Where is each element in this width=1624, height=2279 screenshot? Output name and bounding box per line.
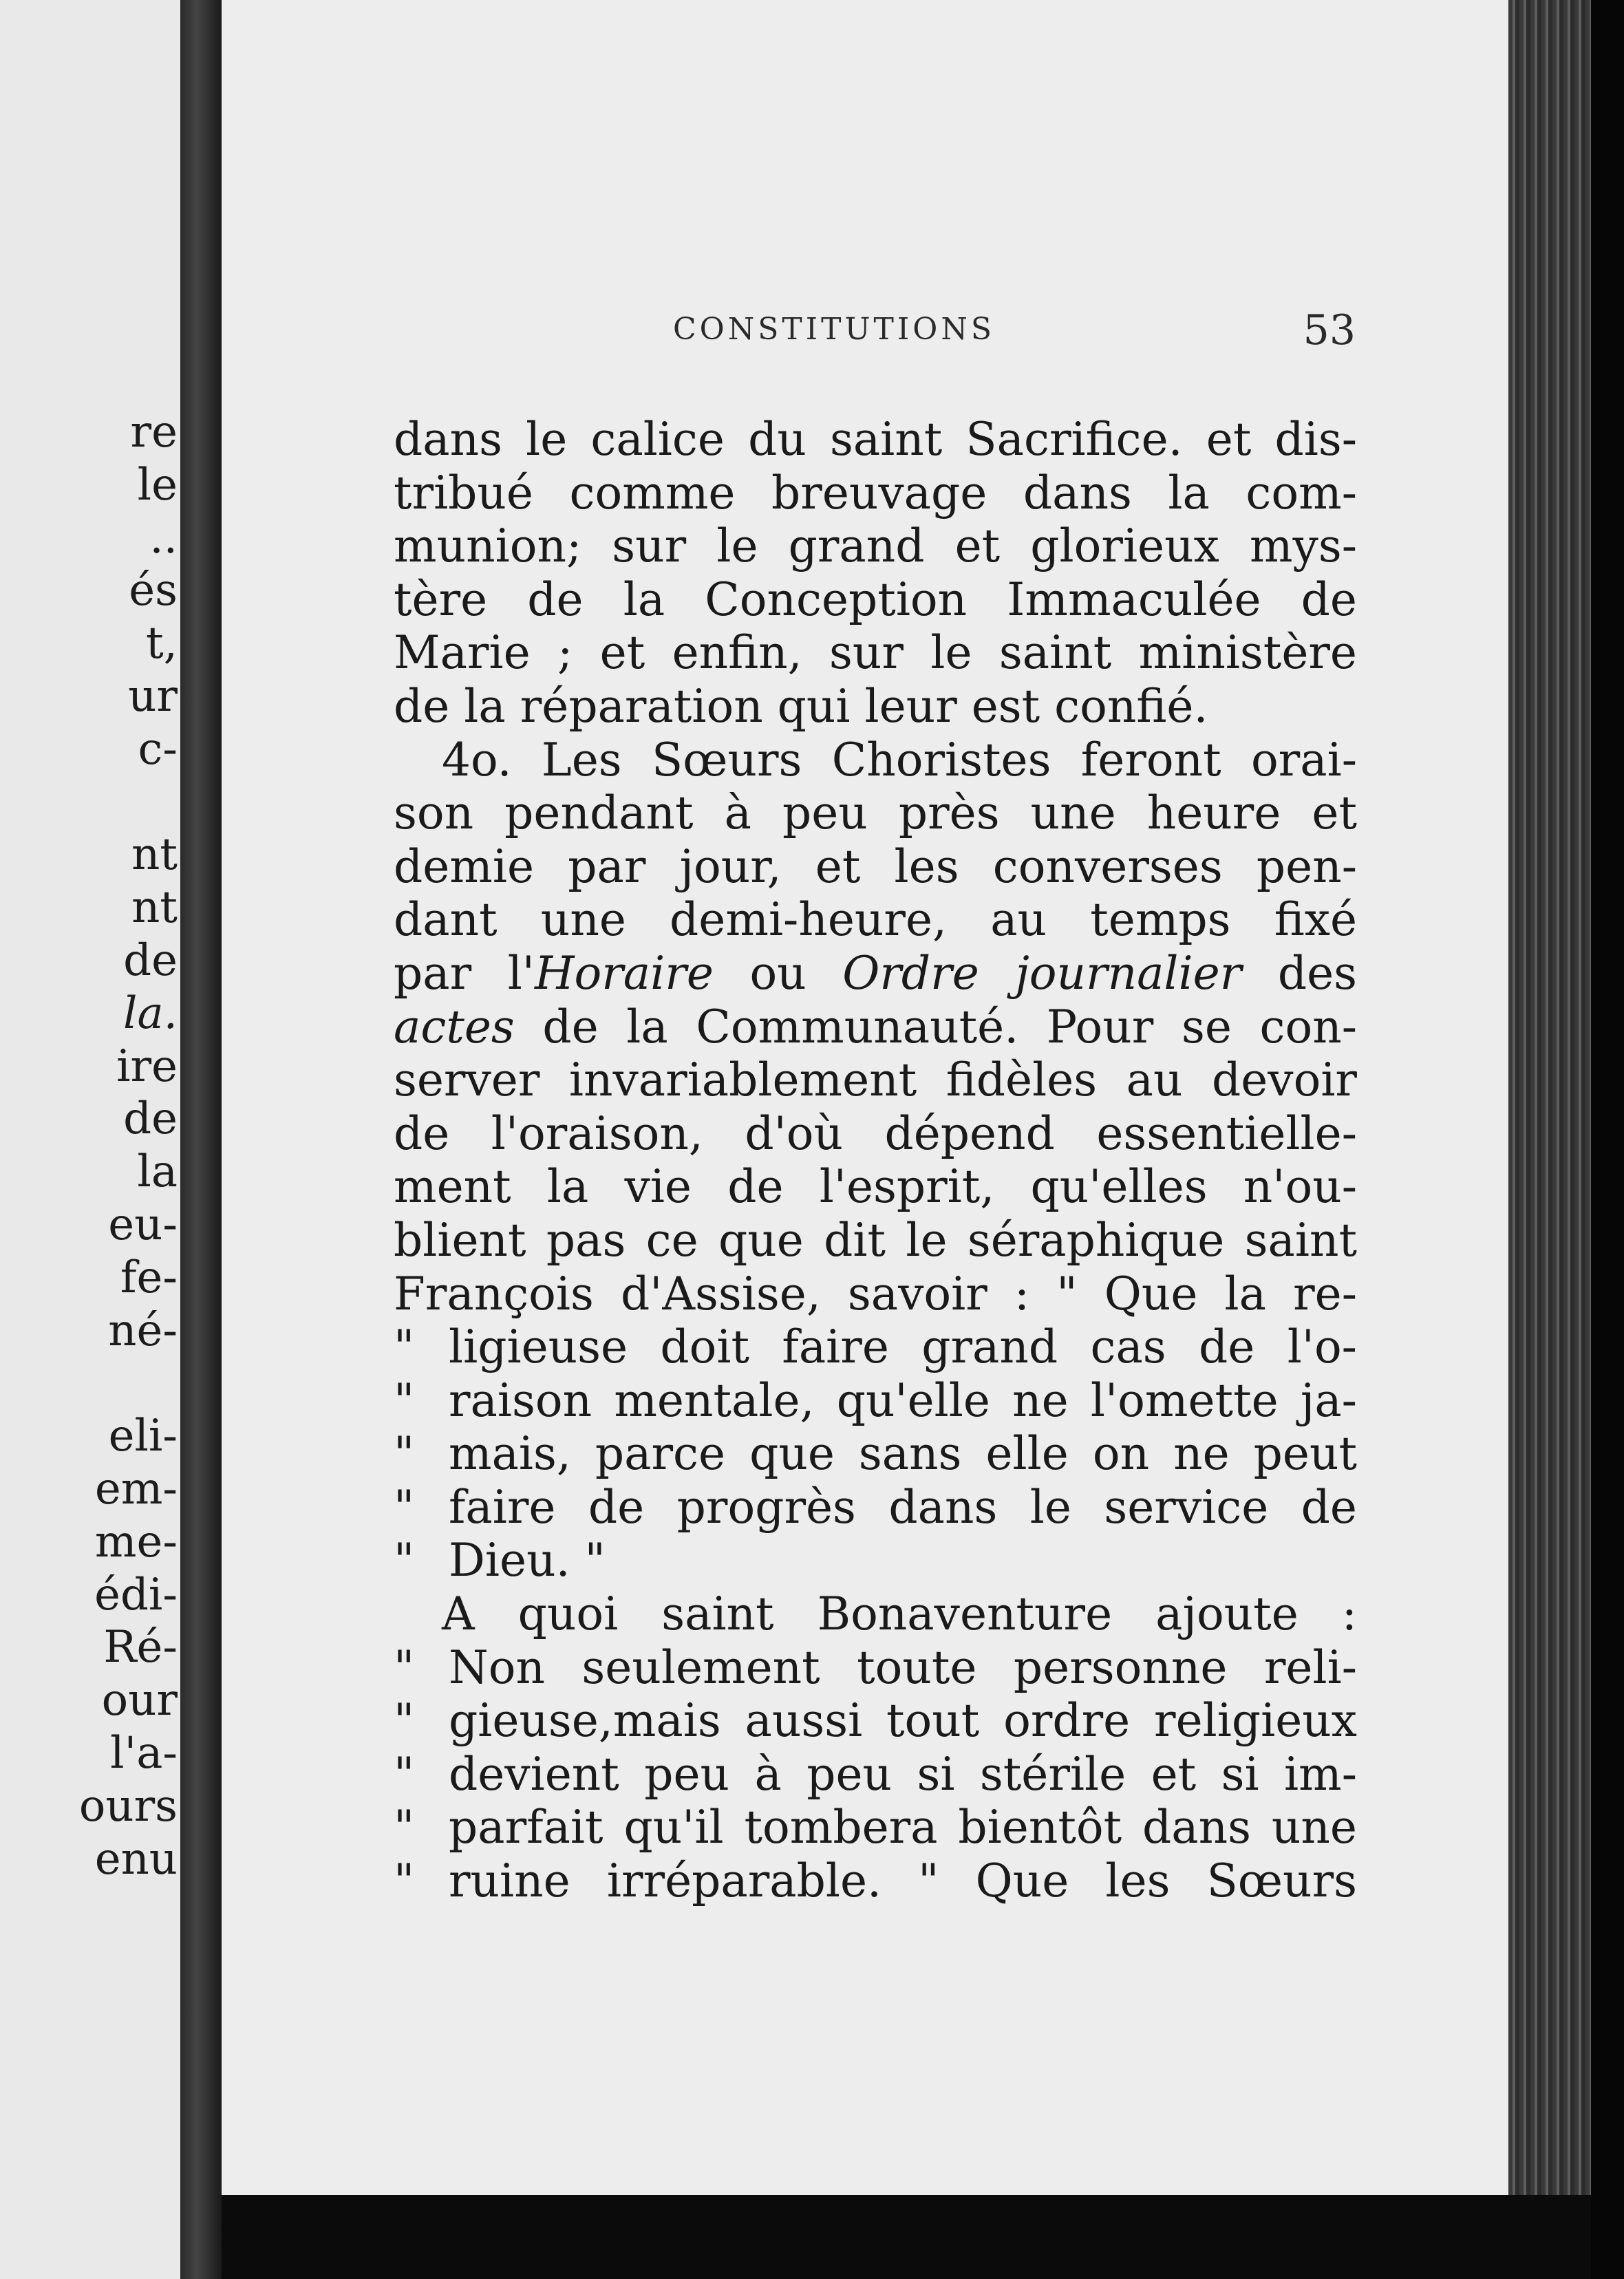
text-line: server invariablement fidèles au devoir bbox=[394, 1053, 1357, 1107]
left-line: nt bbox=[131, 829, 178, 881]
page-edges bbox=[1508, 0, 1591, 2279]
text-run: gieuse,mais aussi tout ordre religieux bbox=[449, 1694, 1357, 1748]
quote-mark: " bbox=[394, 1427, 415, 1481]
quote-mark: " bbox=[394, 1854, 415, 1908]
text-run: devient peu à peu si stérile et si im- bbox=[449, 1747, 1357, 1801]
text-run: ligieuse doit faire grand cas de l'o- bbox=[449, 1320, 1357, 1374]
left-line: ur bbox=[128, 670, 178, 722]
quoted-line bbox=[394, 1801, 1357, 1854]
left-line: ours bbox=[78, 1780, 178, 1832]
page-number: 53 bbox=[1303, 306, 1356, 354]
text-line: tribué comme breuvage dans la com- bbox=[394, 466, 1357, 520]
quoted-line bbox=[394, 1641, 1357, 1695]
text-run: Non seulement toute personne reli- bbox=[449, 1640, 1357, 1694]
left-line: édi- bbox=[94, 1569, 178, 1620]
quote-mark: " bbox=[394, 1694, 415, 1748]
quote-mark: " bbox=[394, 1534, 415, 1587]
left-line: enu bbox=[94, 1833, 178, 1885]
text-line: son pendant à peu près une heure et bbox=[394, 787, 1357, 840]
quote-mark: " bbox=[394, 1801, 415, 1854]
text-line: A quoi saint Bonaventure ajoute : bbox=[442, 1587, 1357, 1641]
book-bottom-edge bbox=[222, 2195, 1591, 2279]
running-header bbox=[392, 306, 1356, 361]
left-line: la. bbox=[123, 987, 178, 1039]
left-line: és bbox=[129, 565, 178, 617]
text-line: dans le calice du saint Sacrifice. et dis- bbox=[394, 413, 1357, 466]
text-line: ment la vie de l'esprit, qu'elles n'ou- bbox=[394, 1160, 1357, 1214]
quoted-line bbox=[394, 1534, 1357, 1587]
quoted-line bbox=[394, 1427, 1357, 1481]
text-line: tère de la Conception Immaculée de bbox=[394, 573, 1357, 626]
left-line bbox=[0, 776, 180, 829]
text-line: 4o. Les Sœurs Choristes feront orai- bbox=[442, 733, 1357, 787]
left-line: l'a- bbox=[110, 1727, 178, 1779]
text-run: par l' bbox=[394, 946, 535, 1000]
left-line: fe- bbox=[120, 1252, 178, 1303]
left-line bbox=[0, 1357, 180, 1410]
quoted-line bbox=[394, 1374, 1357, 1428]
quoted-line bbox=[394, 1481, 1357, 1534]
running-title: CONSTITUTIONS bbox=[673, 312, 995, 347]
text-line bbox=[394, 1001, 1357, 1054]
quoted-line bbox=[394, 1694, 1357, 1748]
quoted-line bbox=[394, 1748, 1357, 1801]
text-run: des bbox=[1241, 946, 1357, 1000]
left-line: .. bbox=[149, 512, 178, 564]
text-run: raison mentale, qu'elle ne l'omette ja- bbox=[449, 1373, 1357, 1427]
left-line: eli- bbox=[108, 1411, 178, 1462]
body-text bbox=[394, 413, 1357, 1908]
quote-mark: " bbox=[394, 1480, 415, 1534]
text-line: blient pas ce que dit le séraphique saint bbox=[394, 1213, 1357, 1267]
left-line: em- bbox=[94, 1463, 178, 1515]
left-page-text bbox=[0, 406, 180, 1885]
left-line: c- bbox=[138, 723, 178, 775]
text-line bbox=[394, 947, 1357, 1001]
italic-term: actes bbox=[394, 1000, 515, 1053]
quote-mark: " bbox=[394, 1747, 415, 1801]
text-line: dant une demi-heure, au temps fixé bbox=[394, 893, 1357, 947]
left-line: me- bbox=[94, 1516, 178, 1568]
left-line: ire bbox=[116, 1040, 178, 1092]
text-line: de l'oraison, d'où dépend essentielle- bbox=[394, 1106, 1357, 1160]
text-line: demie par jour, et les converses pen- bbox=[394, 839, 1357, 893]
quote-mark: " bbox=[394, 1373, 415, 1427]
text-run: mais, parce que sans elle on ne peut bbox=[449, 1427, 1357, 1481]
left-line: de bbox=[123, 934, 178, 986]
text-line: munion; sur le grand et glorieux mys- bbox=[394, 520, 1357, 573]
quote-mark: " bbox=[394, 1640, 415, 1694]
text-run: de la Communauté. Pour se con- bbox=[514, 1000, 1357, 1053]
left-line: né- bbox=[108, 1305, 178, 1356]
left-line: de bbox=[123, 1093, 178, 1145]
text-run: faire de progrès dans le service de bbox=[449, 1480, 1357, 1534]
left-line: le bbox=[137, 459, 178, 511]
left-line: la bbox=[137, 1146, 178, 1198]
left-facing-page bbox=[0, 0, 180, 2279]
italic-term: Horaire bbox=[534, 946, 714, 1000]
italic-term: Ordre journalier bbox=[842, 946, 1242, 1000]
left-line: Ré- bbox=[103, 1622, 178, 1673]
text-line: Marie ; et enfin, sur le saint ministère bbox=[394, 626, 1357, 680]
left-line: re bbox=[130, 407, 178, 458]
book-gutter bbox=[180, 0, 222, 2279]
text-run: ou bbox=[713, 946, 843, 1000]
text-run: ruine irréparable. " Que les Sœurs bbox=[449, 1854, 1357, 1908]
quoted-line bbox=[394, 1854, 1357, 1908]
text-run: parfait qu'il tombera bientôt dans une bbox=[449, 1801, 1357, 1854]
left-line: eu- bbox=[108, 1199, 178, 1250]
quoted-line bbox=[394, 1320, 1357, 1374]
text-run: Dieu. " bbox=[449, 1534, 606, 1587]
text-line: de la réparation qui leur est confié. bbox=[394, 679, 1208, 733]
left-line: nt bbox=[131, 882, 178, 934]
left-line: t, bbox=[145, 618, 178, 670]
text-line: François d'Assise, savoir : " Que la re- bbox=[394, 1267, 1357, 1320]
quote-mark: " bbox=[394, 1320, 415, 1374]
left-line: our bbox=[101, 1675, 178, 1726]
